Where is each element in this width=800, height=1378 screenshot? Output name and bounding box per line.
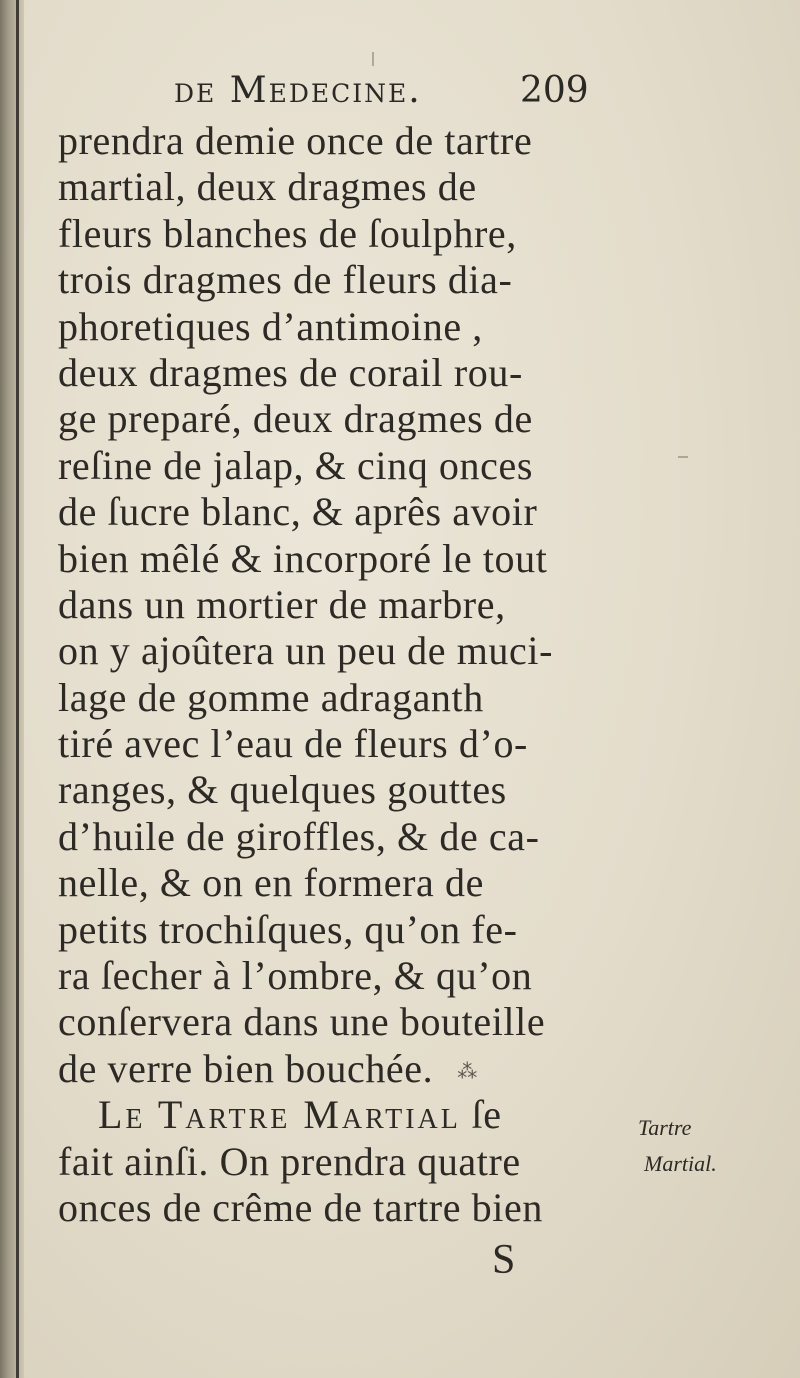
signature-mark: S: [492, 1237, 516, 1283]
page-number: 209: [520, 70, 589, 111]
margin-note-line: Tartre: [638, 1115, 692, 1140]
text-line: ge preparé, deux dragmes de: [58, 396, 533, 442]
text-line: prendra demie once de tartre: [58, 118, 533, 163]
page-gutter: [0, 0, 24, 1378]
text-line: on y ajoûtera un peu de muci-: [58, 628, 554, 674]
text-line: fleurs blanches de ſoulphre,: [58, 210, 517, 256]
text-line: lage de gomme adraganth: [58, 674, 484, 720]
text-line: reſine de jalap, & cinq onces: [58, 442, 533, 488]
body-text: [58, 118, 633, 1231]
text-line: ranges, & quelques gouttes: [58, 767, 507, 813]
text-line: deux dragmes de corail rou-: [58, 349, 523, 395]
section-heading: Le Tartre Martial: [98, 1092, 461, 1138]
text-line: de ſucre blanc, & aprês avoir: [58, 489, 538, 535]
text-line: tiré avec l’eau de fleurs d’o-: [58, 721, 528, 767]
text-line: fait ainſi. On prendra quatre: [58, 1138, 521, 1184]
text-line: d’huile de giroffles, & de ca-: [58, 813, 540, 859]
running-title: de Medecine.: [174, 70, 422, 111]
margin-note-line: Martial.: [644, 1151, 717, 1176]
text-line: trois dragmes de fleurs dia-: [58, 257, 513, 303]
text-line-content: de verre bien bouchée.: [58, 1045, 434, 1091]
text-line: nelle, & on en formera de: [58, 860, 484, 906]
text-line: martial, deux dragmes de: [58, 164, 477, 210]
text-line: bien mêlé & incorporé le tout: [58, 535, 548, 581]
paper-speck: [372, 52, 374, 66]
section-heading-line: [58, 1092, 633, 1138]
paper-speck: [678, 456, 688, 458]
text-line-last: [58, 1046, 633, 1092]
text-line: dans un mortier de marbre,: [58, 581, 506, 627]
text-line: onces de crême de tartre bien: [58, 1184, 543, 1230]
section-heading-rest: ſe: [471, 1092, 502, 1138]
text-line: ra ſecher à l’ombre, & qu’on: [58, 953, 533, 999]
text-line: phoretiques d’antimoine ,: [58, 303, 483, 349]
margin-note: [634, 1110, 717, 1182]
ornament-mark: ⁂: [457, 1061, 478, 1084]
binding-edge: [16, 0, 19, 1378]
text-line: petits trochiſques, qu’on fe-: [58, 906, 518, 952]
text-line: conſervera dans une bouteille: [58, 999, 546, 1045]
